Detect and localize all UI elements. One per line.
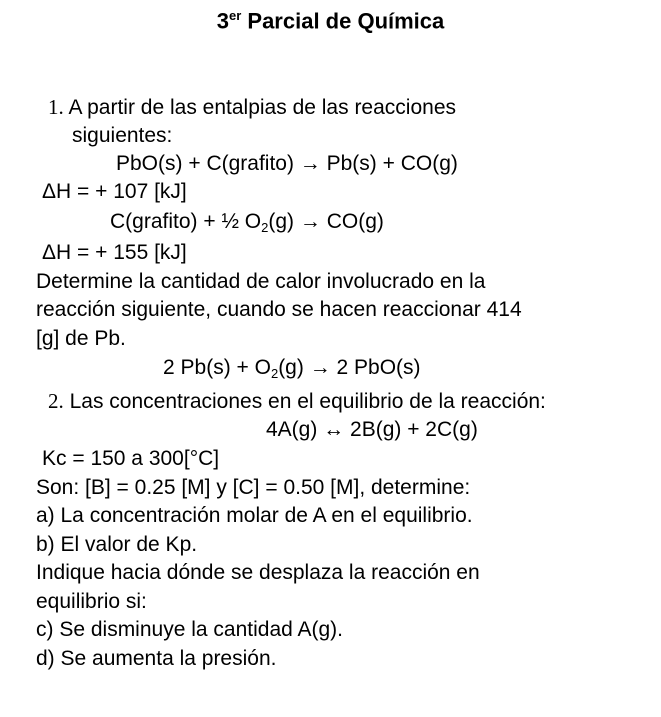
- q2-intro: [48, 388, 546, 415]
- q1-target-part-b: (g) → 2 PbO(s): [278, 356, 421, 379]
- q1-question-line3: [g] de Pb.: [36, 327, 126, 350]
- q1-intro-line2: siguientes:: [72, 124, 173, 147]
- q2-number: 2.: [48, 389, 64, 413]
- q1-reaction2-subscript: 2: [261, 220, 269, 235]
- q2-part-c: c) Se disminuye la cantidad A(g).: [36, 618, 343, 641]
- q2-part-b: b) El valor de Kp.: [36, 533, 198, 556]
- q1-enthalpy2: ΔH = + 155 [kJ]: [42, 241, 187, 264]
- title-superscript: er: [228, 8, 242, 23]
- title-text: Parcial de Química: [241, 8, 445, 34]
- q2-given: Son: [B] = 0.25 [M] y [C] = 0.50 [M], determine:: [36, 476, 471, 499]
- q2-indicate-line1: Indique hacia dónde se desplaza la reacción en: [36, 561, 480, 584]
- q1-reaction1: PbO(s) + C(grafito) → Pb(s) + CO(g): [116, 152, 458, 175]
- q1-reaction2-part-a: C(grafito) + ½ O: [110, 210, 262, 233]
- q1-intro-line1: [48, 94, 456, 121]
- q2-part-d: d) Se aumenta la presión.: [36, 647, 277, 670]
- q2-reaction: 4A(g) ↔ 2B(g) + 2C(g): [266, 418, 478, 441]
- q2-part-a: a) La concentración molar de A en el equilibrio.: [36, 504, 473, 527]
- q2-indicate-line2: equilibrio si:: [36, 590, 147, 613]
- q1-reaction2: [110, 209, 384, 235]
- q2-kc: Kc = 150 a 300[°C]: [42, 447, 220, 470]
- page-title: [0, 8, 661, 34]
- q1-question-line2: reacción siguiente, cuando se hacen reaccionar 414: [36, 298, 522, 321]
- q1-reaction2-part-b: (g) → CO(g): [268, 210, 384, 233]
- q1-target-subscript: 2: [270, 366, 279, 381]
- q1-number: 1.: [48, 95, 64, 119]
- q1-target-part-a: 2 Pb(s) + O: [163, 356, 271, 379]
- title-prefix: 3: [216, 8, 229, 34]
- q1-question-line1: Determine la cantidad de calor involucrado en la: [36, 270, 486, 293]
- q1-target-reaction: [163, 355, 421, 381]
- q1-enthalpy1: ΔH = + 107 [kJ]: [42, 180, 187, 203]
- q2-intro-text: Las concentraciones en el equilibrio de la reacción:: [69, 390, 546, 413]
- q1-intro-text-1: A partir de las entalpias de las reacciones: [68, 96, 456, 119]
